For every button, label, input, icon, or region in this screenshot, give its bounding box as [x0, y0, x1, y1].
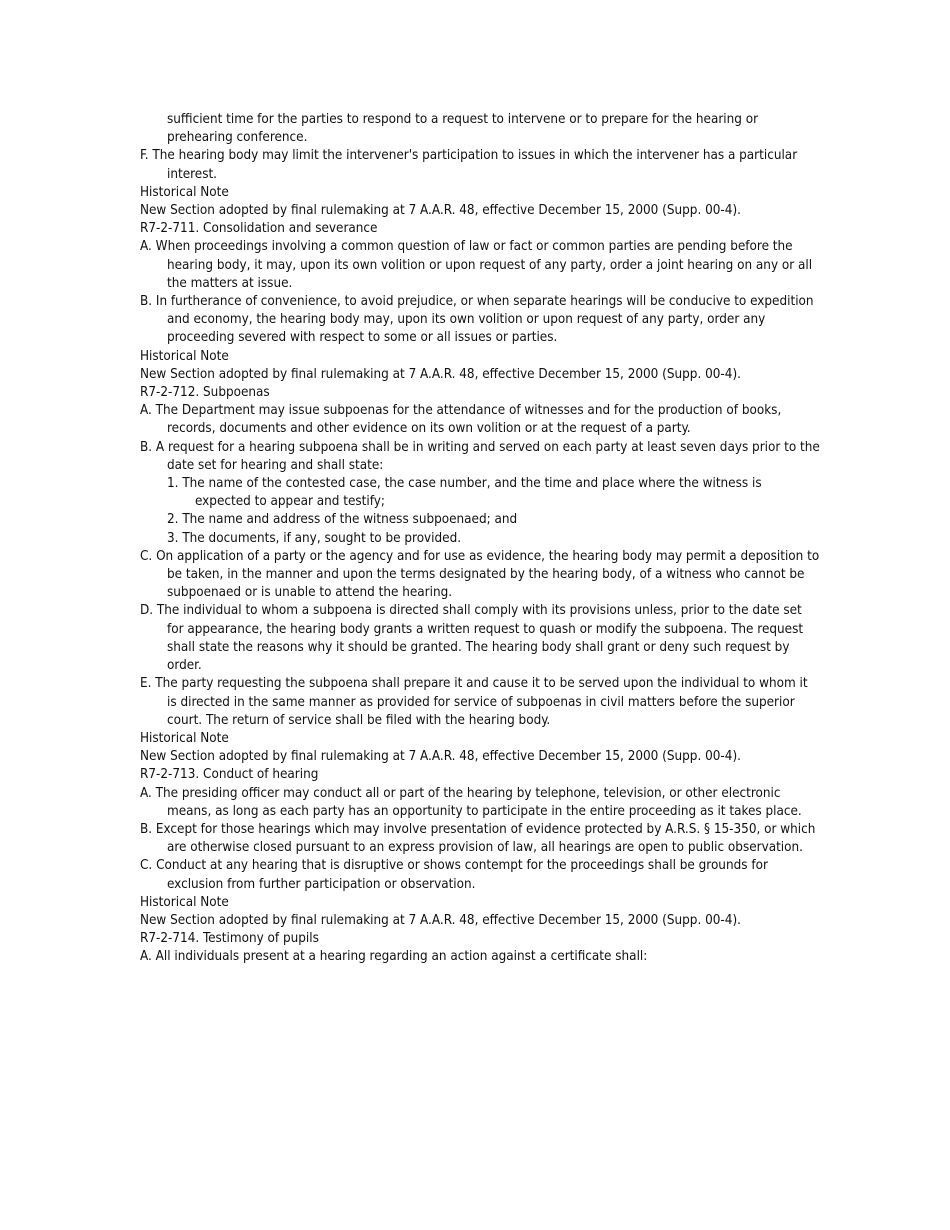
section-711-item-b: B. In furtherance of convenience, to avoid prejudice, or when separate hearings will be conducive to expedition and economy, the hearing body may, upon its own volition or upon request of any party, order any proceeding severed with respect to some or all issues or parties.	[140, 294, 814, 346]
historical-note-text: New Section adopted by final rulemaking at 7 A.A.R. 48, effective December 15, 2000 (Supp. 00-4).	[140, 749, 741, 765]
section-713-item-a: A. The presiding officer may conduct all or part of the hearing by telephone, television, or other electronic means, as long as each party has an opportunity to participate in the entire proceeding as it takes place.	[140, 785, 802, 819]
section-714-item-a: A. All individuals present at a hearing regarding an action against a certificate shall:	[140, 949, 648, 965]
historical-note-heading: Historical Note	[140, 184, 229, 200]
document-body	[140, 111, 820, 967]
historical-note-text: New Section adopted by final rulemaking at 7 A.A.R. 48, effective December 15, 2000 (Supp. 00-4).	[140, 203, 741, 219]
section-712-item-d: D. The individual to whom a subpoena is directed shall comply with its provisions unless, prior to the date set for appearance, the hearing body grants a written request to quash or modify the subpoena. The request shall state the reasons why it should be granted. The hearing body shall grant or deny such request by order.	[140, 603, 804, 674]
section-713-item-b: B. Except for those hearings which may involve presentation of evidence protected by A.R.S. § 15-350, or which are otherwise closed pursuant to an express provision of law, all hearings are open to public observation.	[140, 821, 816, 856]
intro-item-f: F. The hearing body may limit the intervener's participation to issues in which the intervener has a particular interest.	[140, 148, 798, 182]
section-712-item-b-3: 3. The documents, if any, sought to be provided.	[167, 530, 462, 546]
section-712-item-a: A. The Department may issue subpoenas for the attendance of witnesses and for the production of books, records, documents and other evidence on its own volition or at the request of a party.	[140, 403, 782, 437]
historical-note-heading: Historical Note	[140, 348, 229, 364]
section-heading-713: R7-2-713. Conduct of hearing	[140, 767, 319, 783]
section-712-item-c: C. On application of a party or the agency and for use as evidence, the hearing body may permit a deposition to be taken, in the manner and upon the terms designated by the hearing body, of a witness who cannot be subpoenaed or is unable to attend the hearing.	[140, 548, 820, 601]
section-713-item-c: C. Conduct at any hearing that is disruptive or shows contempt for the proceedings shall be grounds for exclusion from further participation or observation.	[140, 858, 768, 892]
historical-note-text: New Section adopted by final rulemaking at 7 A.A.R. 48, effective December 15, 2000 (Supp. 00-4).	[140, 366, 741, 382]
historical-note-heading: Historical Note	[140, 730, 229, 746]
section-712-item-b-2: 2. The name and address of the witness subpoenaed; and	[167, 512, 518, 528]
section-712-item-b: B. A request for a hearing subpoena shall be in writing and served on each party at least seven days prior to the date set for hearing and shall state:	[140, 439, 820, 473]
section-heading-712: R7-2-712. Subpoenas	[140, 385, 270, 401]
section-712-item-b-1: 1. The name of the contested case, the case number, and the time and place where the witness is expected to appear and testify;	[167, 476, 762, 510]
section-heading-711: R7-2-711. Consolidation and severance	[140, 221, 378, 237]
section-heading-714: R7-2-714. Testimony of pupils	[140, 931, 319, 947]
section-711-item-a: A. When proceedings involving a common question of law or fact or common parties are pending before the hearing body, it may, upon its own volition or upon request of any party, order a joint hearing on any or all the matters at issue.	[140, 239, 813, 291]
intro-continuation: sufficient time for the parties to respond to a request to intervene or to prepare for the hearing or prehearing conference.	[167, 112, 759, 146]
section-712-item-e: E. The party requesting the subpoena shall prepare it and cause it to be served upon the individual to whom it is directed in the same manner as provided for service of subpoenas in civil matters before the superior court. The return of service shall be filed with the hearing body.	[140, 676, 808, 728]
historical-note-heading: Historical Note	[140, 894, 229, 910]
historical-note-text: New Section adopted by final rulemaking at 7 A.A.R. 48, effective December 15, 2000 (Supp. 00-4).	[140, 912, 741, 928]
